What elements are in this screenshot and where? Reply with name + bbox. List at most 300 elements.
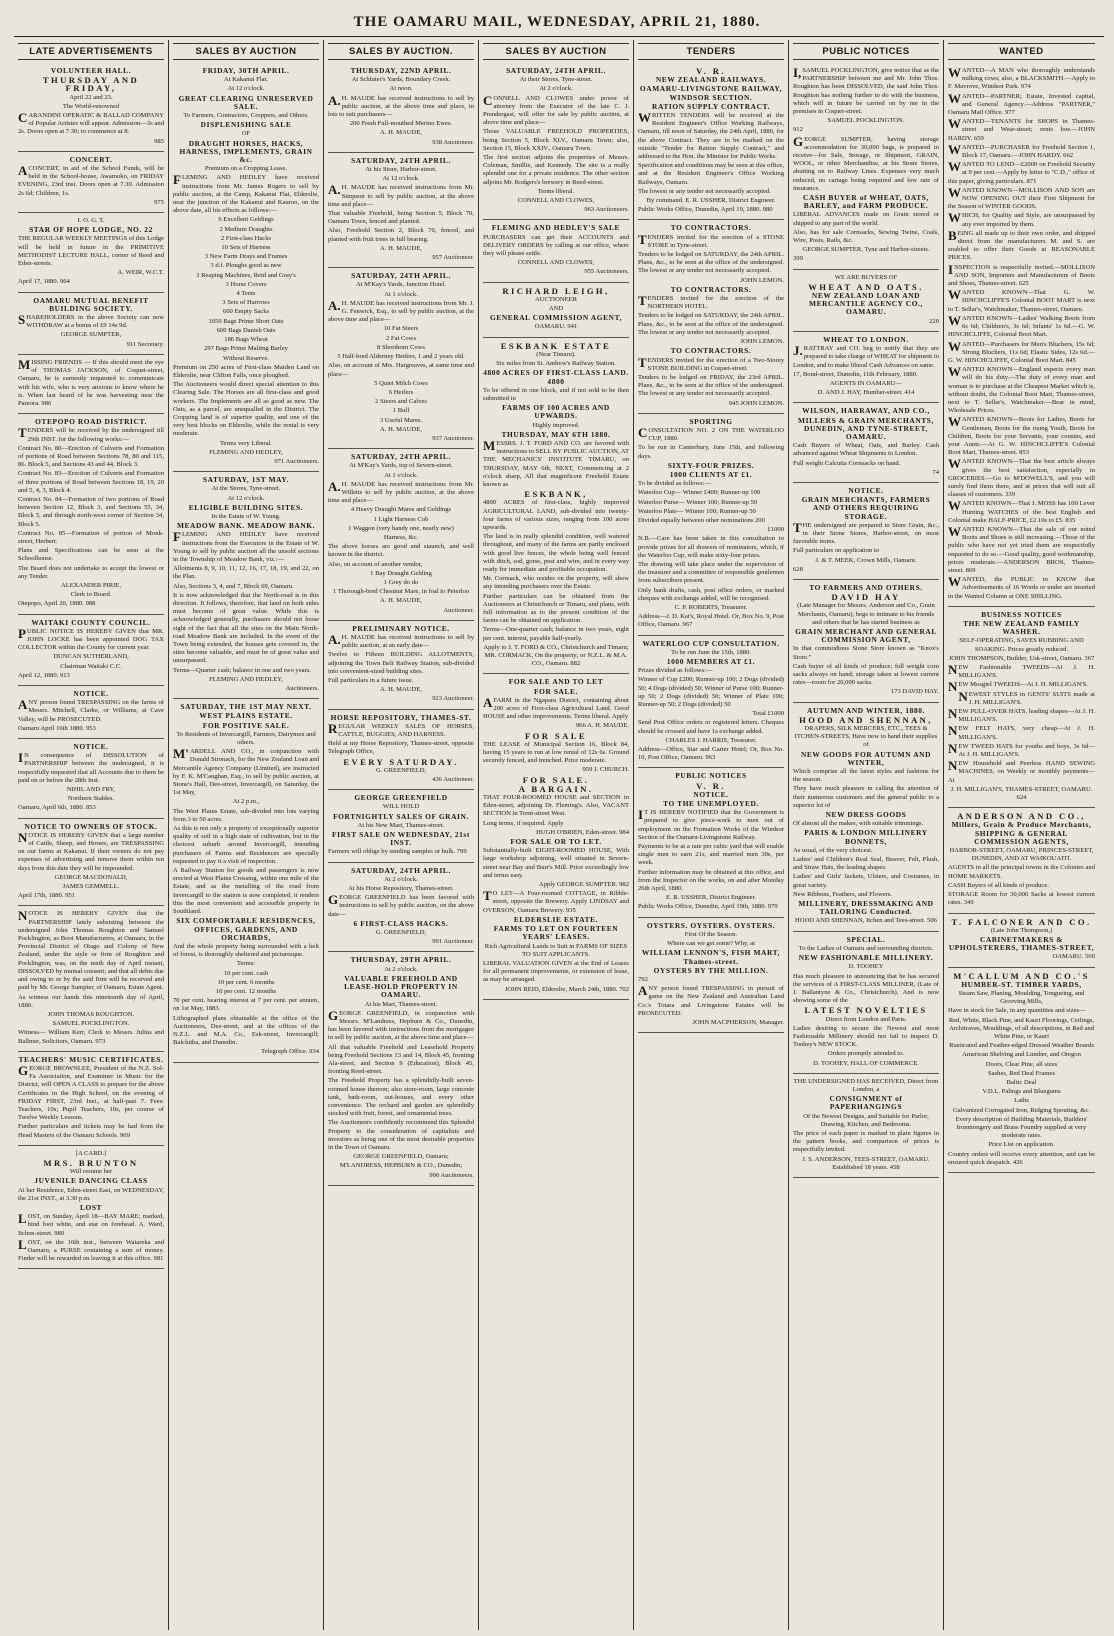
ad-line: Chairman Waitaki C.C. [60, 662, 122, 670]
ad-line: ELIGIBLE BUILDING SITES. [188, 502, 304, 512]
ad-line: 3 Sets of Harrows [222, 299, 270, 307]
ad-line: 923 Auctioneer. [432, 695, 474, 703]
ad-line: 3 New Farm Drays and Frames [204, 253, 288, 261]
ad-line: GEORGE GREENFIELD [354, 793, 448, 803]
ad-line: SATURDAY, 1ST MAY. [202, 475, 290, 485]
ad-line: TENDERS invited for the erection of a Two-Storey STONE BUILDING in Coquet-street. [638, 354, 784, 372]
advertisement [328, 790, 474, 862]
ad-line: PUBLIC NOTICE IS HEREBY GIVEN that MR. JOHN LOCKE has been appointed DOG TAX COLLECTOR within the County for current year. [18, 625, 164, 652]
ad-line: GEORGE SUMPTER, [60, 331, 122, 339]
ad-line: WANTED—PARTNER; Estate, Invested capital, and General Agency.—Address "PARTNER," Oamaru Mail Office. 977 [948, 90, 1095, 117]
ad-line: April 12, 1880. 913 [18, 671, 70, 679]
ad-line: V.D.L. Palings and Bluegums [982, 1088, 1061, 1096]
ad-line: At 12 o'clock. [227, 494, 265, 502]
ad-line: RATION SUPPLY CONTRACT. [652, 101, 770, 111]
ad-line: LATEST NOVELTIES [804, 1005, 928, 1016]
ad-line: FOR SALE OR TO LET. [510, 837, 602, 847]
ad-line: Terms—Quarter cash; balance in one and two years. [173, 666, 311, 674]
advertisement [18, 906, 164, 1051]
ad-line: 3 Useful Mares. [379, 416, 423, 424]
ad-line: 4800 ACRES OF FIRST-CLASS LAND. 4800 [483, 368, 629, 386]
ad-line: Divided equally between other nominations 200 [638, 516, 765, 524]
column-2 [169, 40, 324, 1630]
ad-line: 10 Fat Steers [383, 325, 419, 333]
ad-line: Oamaru, April 6th, 1880. 853 [18, 804, 96, 812]
ad-list [483, 63, 629, 1000]
ad-line: At 2 p.m., [232, 798, 260, 806]
ad-line: The Board does not undertake to accept the lowest or any Tender. [18, 564, 164, 580]
ad-line: Full particulars on application to [793, 547, 880, 555]
ad-line: FLEMING AND HEDLEY, [209, 675, 283, 683]
ad-line: WEST PLAINS ESTATE. [199, 711, 293, 721]
ad-line: THURSDAY, MAY 6TH 1880. [501, 429, 611, 439]
ad-line: WANTED—PURCHASER for Freehold Section 1, Block 17, Oamaru.—JOHN HARDY. 662 [948, 141, 1095, 160]
advertisement [948, 607, 1095, 808]
ad-line: LIBERAL VALUATION GIVEN at the End of Leases for all permanent improvements, or extension of lease, as may be arranged. [483, 959, 629, 984]
ad-line: WHEAT TO LONDON. [823, 334, 909, 344]
ad-line: Terms—One-quarter cash; balance in two years, eight per cent. interest, payable half-yearly. [483, 626, 629, 642]
ad-line: WANTED KNOWN—That J. MOSS has 100 Lever Hunting WATCHES of the best English and Colonial make HALF-PRICE, £2 10s to £5. 835 [948, 498, 1095, 524]
ad-line: 938 Auctioneer. [432, 138, 474, 146]
ad-line: SIX COMFORTABLE RESIDENCES, OFFICES, GARDENS, AND ORCHARDS, [176, 916, 316, 942]
ad-line: Six miles from St. Andrew's Railway Station. [496, 360, 616, 368]
ad-line: HUMBER-ST. TIMBER YARDS, [961, 979, 1082, 989]
ad-line: 10 per cent. 12 months [215, 987, 277, 995]
ad-line: At noon. [389, 85, 413, 93]
advertisement [793, 270, 939, 332]
advertisement [638, 768, 784, 917]
column-header: TENDERS [638, 43, 784, 60]
ad-line: Terms: [236, 960, 256, 968]
ad-line: THURSDAY, 29TH APRIL. [350, 955, 452, 965]
ad-line: ANY person found TRESPASSING in pursuit of game on the New Zealand and Australian Land Co.'s Totara and Livingstone Estates will be PROSECUTED. [638, 983, 784, 1017]
ad-line: 1050 Bags Prime Short Oats [208, 317, 284, 325]
ad-line: CASH Buyers of all kinds of produce. [948, 881, 1049, 889]
ad-line: Also, on account of Mrs. Hargreaves, at same time and place— [328, 362, 474, 378]
advertisement [328, 621, 474, 710]
ad-line: J. & T. MEEK, Crown Mills, Oamaru. [815, 556, 917, 564]
ad-line: SIXTY-FOUR PRIZES. [667, 460, 755, 470]
ad-line: (Late John Thompson,) [990, 926, 1053, 934]
advertisement [793, 703, 939, 932]
ad-line: At his New Mart, Thames-street. [357, 821, 445, 829]
ad-line: NEW Mosgiel TWEEDS—At J. H. MILLIGAN'S. [948, 679, 1088, 695]
ad-list [948, 63, 1095, 1173]
ad-line: Ladies' and Children's Real Seal, Beaver, Felt, Plush, and Straw Hats, the leading shapes. [793, 856, 939, 872]
ad-line: At Schluter's Yards, Boundary Creek. [351, 76, 451, 84]
ad-line: NOTICE IS HEREBY GIVEN that a large number of Cattle, Sheep, and Horses, are TRESPASSING on our farms at Kakanui. If their owners do not pay expenses of advertising and remove them within ten days from this date they will be impounded. [18, 829, 164, 872]
ad-line: HOOD AND SHENNAN, [799, 714, 933, 725]
ad-line: The first section adjoins the properties of Messrs. Coleman, Smillie, and Kennedy. The site is a really splendid one for a private residence. The other section adjoins Mr. Rodgers's brewery in Reed-street. [483, 154, 629, 186]
ad-line: SHAREHOLDERS in the above Society can now WITHDRAW at a bonus of £9 14s 9d. [18, 312, 164, 330]
ad-line: GEORGE MACDONALD, [54, 873, 128, 881]
ad-line: Which comprise all the latest styles and fashions for the season. [793, 768, 939, 784]
ad-line: FOR SALE [525, 730, 587, 741]
ad-line: IT IS HEREBY NOTIFIED that the Government is prepared to give piece-work to men out of employment on the Formation Works of the Windsor Section of the Oamaru-Livingstone Railway. [638, 807, 784, 841]
column-5 [634, 40, 789, 1630]
ad-line: WANTED—A MAN who thoroughly understands milking cows; also, a BLACKSMITH.—Apply to F. Mavrove, Windsor Park. 974 [948, 65, 1095, 91]
ad-line: Mr. Cormack, who resides on the property, will show any intending purchasers over the Estate. [483, 575, 629, 591]
ad-line: CARANDINI OPERATIC & BALLAD COMPANY of Popular Artistes will appear. Admission—3s and 2s. Doors open at 7.30; to commence at 8. [18, 110, 164, 136]
ad-line: 1 Grey do do [383, 578, 419, 586]
ad-line: Also, Sections 3, 4, and 7, Block 69, Oamaru. [173, 582, 294, 590]
advertisement [18, 414, 164, 614]
ad-line: At Kakanui Flat. [223, 76, 269, 84]
ad-line: Every description of Building Materials, Builders' Ironmongery and Brass Foundry supplied at very moderate rates. [955, 1115, 1088, 1140]
ad-line: LOST, on Sunday, April 18—BAY MARE; marked, hind foot white, and star on forehead. A. Ward, Itchen-street. 980 [18, 1211, 164, 1237]
column-header: SALES BY AUCTION [173, 43, 319, 60]
ad-line: NOTICE. [73, 742, 109, 752]
ad-line: Total £1000 [752, 710, 784, 718]
ad-line: 8 Shorthorn Cows [377, 343, 425, 351]
ad-line: TENDERS will be received by the undersigned till 29th INST. for the following works:— [18, 425, 164, 443]
ad-line: DRAUGHT HORSES, HACKS, HARNESS, IMPLEMENTS, GRAIN &c. [179, 138, 313, 165]
ad-line: A Railway Station for goods and passengers is now erected at West Plains Crossing, within one mile of the Estate, and as the metalling of the road from Invercargill to the station is now completed, it renders this the most convenient and accessible property in Southland. [173, 867, 319, 916]
ad-line: JOHN REID, Elderslie, March 24th, 1880. 702 [504, 985, 629, 993]
ad-line: 2 Fat Cows [385, 334, 417, 342]
ad-line: 991 Auctioneer. [432, 938, 474, 946]
ad-line: Terms very Liberal. [219, 439, 273, 447]
ad-line: SATURDAY, 24TH APRIL. [351, 155, 451, 165]
ad-line: At 12 o'clock. [382, 175, 420, 183]
ad-line: 70 per cent. bearing interest at 7 per cent. per annum, on 1st May, 1883. [173, 997, 319, 1013]
ad-line: Of the Newest Designs, and Suitable for Parlor, Drawing, Kitchen, and Bedrooms. [803, 1112, 929, 1128]
ad-line: At the Stores, Tyne-street. [211, 485, 281, 493]
ad-line: Winner of Cup £200; Runner-up 100; 2 Dogs (divided) 50; 4 Dogs (divided) 50; Winner of Purse 100; Runner-up 50; 2 Dogs (divided) 50; Winner of Plate 100; Runner-up 50; 2 Dogs (divided) 50 [638, 676, 784, 709]
ad-line: CONCERT. [69, 154, 113, 164]
ad-line: Have in stock for Sale, in any quantities and sizes— [948, 1007, 1086, 1015]
ad-line: HORSE REPOSITORY, THAMES-ST. [330, 712, 472, 722]
ad-line: TENDERS invited for the erection of a STONE STORE in Tyne-street. [638, 231, 784, 249]
ad-line: It is now acknowledged that the North-road is in this direction. It follows, therefore, that land on both sides must become of great value. While this is acknowledged generally, purchasers should not loose sight of the fact that all the sites on the Main North-road Meadow Bank are included. In the event of the Town being extended, the houses gets covered in, the sites become valuable, and must be of great value and unsurpassed. [173, 591, 319, 665]
ad-line: WE ARE BUYERS OF [834, 273, 898, 281]
column-6 [789, 40, 944, 1630]
ad-line: AFARM in the Ngapara District, containing about 200 acres of First-class Agricultural Land. Good HOUSE and other improvements. Terms liberal. Apply [483, 694, 629, 721]
advertisement [638, 63, 784, 220]
ad-line: STORAGE Room for 30,000 Sacks at lowest current rates. 349 [948, 891, 1095, 907]
ad-line: WHICH, for Quality and Style, are unsurpassed by any ever imported by them. [948, 210, 1095, 228]
ad-line: ESKBANK, [524, 489, 588, 500]
ad-line: To Farmers, Contractors, Croppers, and Others. [183, 112, 309, 120]
ad-line: CHARLES J. HARRIS, Treasurer. [665, 736, 757, 744]
ad-line: WANTED KNOWN—That the sale of our noted Boots and Shoes is still increasing.—Those of the public who have not yet tried them are respectfully requested to do so.—Good quality, good workmanship, prices moderate.—ANDERSON BROS, Thames-street. 869 [948, 523, 1095, 574]
ad-line: BUSINESS NOTICES [981, 609, 1062, 619]
ad-list [173, 63, 319, 1063]
ad-line: American Shelving and Lumber, and Oregon [962, 1051, 1081, 1059]
ad-line: At his Store, Harbor-street. [365, 166, 437, 174]
ad-line: 436 Auctioneer. [432, 776, 474, 784]
ad-line: GRAIN MERCHANTS, FARMERS AND OTHERS REQUIRING STORAGE. [801, 495, 931, 521]
ad-line: THE UNDERSIGNED HAS RECEIVED, Direct from London, a [793, 1077, 939, 1093]
advertisement [793, 332, 939, 403]
ad-line: As usual, of the very choicest. [793, 846, 873, 854]
ad-line: MILLINERY, DRESSMAKING AND TAILORING Conducted. [798, 899, 934, 917]
ad-line: Telegraph Office. 934 [261, 1048, 319, 1056]
ad-line: GENERAL COMMISSION AGENT, [489, 313, 623, 323]
ad-line: WHEAT AND OATS. [808, 281, 924, 292]
ad-line: A. H. MAUDE, [380, 129, 422, 137]
ad-line: 945 JOHN LEMON. [728, 399, 784, 407]
ad-line: 173 DAVID HAY. [890, 688, 939, 696]
ad-line: The Freehold Property has a splendidly-built seven-roomed house thereon; also store-room, large concrete tank, bath-room, out-houses, and every other convenience. The orchard and garden are splendidly stocked with fruit, forest, and ornamental trees. [328, 1077, 474, 1118]
ad-line: [A CARD.] [75, 1149, 107, 1157]
advertisement [328, 153, 474, 268]
ad-line: NEW ZEALAND LOAN AND MERCANTILE AGENCY CO., OAMARU. [809, 291, 923, 317]
ad-line: Waterloo Purse— Winner 100; Runner-up 50 [638, 498, 758, 506]
ad-line: TO FARMERS AND OTHERS. [809, 582, 923, 592]
advertisement [18, 293, 164, 355]
ad-line: CASH BUYER of WHEAT, OATS, BARLEY, and FARM PRODUCE. [803, 193, 929, 211]
ad-line: NEW TWEED HATS for youths and boys, 3s 6d—At J. H. MILLIGAN'S. [948, 740, 1095, 759]
ad-line: At their Stores, Tyne-street. [519, 76, 593, 84]
ad-line: 5 Quiet Milch Cows [374, 379, 428, 387]
ad-line: 600 Empty Sacks [222, 308, 270, 316]
ad-line: WRITTEN TENDERS will be received at the Resident Engineer's Office Working Railways, Oamaru, till noon of Saturday, the 24th April, 1880, for the above Contract. They are to be marked on the outside "Tender for Ration Supply Contract," and addressed to the Hon. the Minister for Public Works. [638, 110, 784, 161]
ad-line: WILL HOLD [382, 803, 420, 811]
ad-line: FOR SALE. [522, 774, 590, 785]
ad-line: At his Mart, Thames-street. [364, 1000, 438, 1008]
ad-line: VOLUNTEER HALL. [50, 66, 132, 75]
ad-line: OF [241, 130, 251, 138]
ad-line: 10 per cent. 6 months [217, 978, 275, 986]
ad-line: OAMARU-LIVINGSTONE RAILWAY, WINDSOR SECTION. [639, 84, 783, 102]
advertisement [18, 1052, 164, 1146]
ad-line: Laths [1014, 1097, 1029, 1105]
ad-line: HARBOR-STREET, OAMARU, PRINCES-STREET, DUNEDIN, AND AT WAIKOUAITI. [949, 847, 1094, 863]
ad-line: 3 Reaping Machines, Reid and Gray's [196, 271, 296, 279]
ad-line: At 1 o'clock. [384, 471, 418, 479]
ad-line: SPECIAL. [846, 934, 886, 944]
ad-line: By command. E. R. USSHER, District Engineer. [646, 197, 776, 205]
ad-line: Galvanized Corrugated Iron, Ridging Spouting, &c. [953, 1106, 1090, 1114]
ad-line: To be run in Canterbury, June 15th, and following days. [638, 444, 784, 460]
ad-line: CONSIGNMENT of PAPERHANGINGS [829, 1094, 903, 1112]
ad-line: Prizes divided as follows:— [638, 667, 713, 675]
ad-line: Further particulars and tickets may be had from the Head Masters of the Oamaru Schools. 969 [18, 1123, 164, 1139]
ad-line: FORTNIGHTLY SALES OF GRAIN. [333, 811, 469, 821]
advertisement [793, 932, 939, 1074]
advertisement [638, 636, 784, 769]
ad-line: 1 Bay Draught Gelding [370, 569, 432, 577]
advertisement [173, 699, 319, 1062]
ad-line: FLEMING AND HEDLEY, [209, 448, 283, 456]
ad-line: LIBERAL ADVANCES made on Grain stored or shipped to any part of the world. [793, 211, 939, 227]
ad-line: Rusticated and Feather-edged Dressed Weather Boards [949, 1042, 1094, 1050]
ad-line: (Late Manager for Messrs. Anderson and Co., Grain Merchants, Oamaru), begs to intimate to his friends and others that he has started business as [797, 602, 935, 626]
ad-line: Apply to J. T. FORD & CO., Christchurch and Timaru; MR. CORMACK, On the property; or N.Z.L. & M.A. CO., Oamaru. 882 [483, 643, 629, 668]
ad-line: TO CONTRACTORS. [670, 284, 752, 294]
ad-line: WILSON, HARRAWAY, AND CO., [802, 406, 930, 416]
ad-line: GEORGE SUMPTER, having storage accommodation for 30,000 bags, is prepared to receive—for Sale, Storage, or Shipment, GRAIN, WOOL, or other Merchandise, at his Stone Stores, abutting on to Railway Lines. Expenses very much reduced, no cartage being required and low rate of insurance. [793, 133, 939, 192]
ad-line: THURSDAY AND FRIDAY, [42, 75, 140, 94]
ad-line: DUNCAN SUTHERLAND, [53, 653, 129, 661]
ad-line: Further information may be obtained at this office, and from the Inspector on the works, on and after Monday 26th April, 1880. [638, 868, 784, 893]
ad-line: NEW FELT HATS, very cheap—At J. H. MILLIGAN'S. [948, 723, 1095, 741]
ad-line: FLEMING AND HEDLEY have received instructions from Mr. James Rogers to sell by public auction, at the Camp, Kakanui Flat, Elderslie, near the junction of the Kakanui and Kauroo, on the above date, all his effects as follows:— [173, 172, 319, 215]
ad-line: Has much pleasure in announcing that he has secured the services of A FIRST-CLASS MILLINER, (Late of J. Ballantyne & Co., Christchurch), And is now showing some of the [793, 972, 939, 1005]
advertisement [483, 674, 629, 999]
ad-line: A.H. MAUDE has received instructions from Mr. Simpson to sell by public auction, at the above time and place— [328, 182, 474, 208]
ad-line: 792 [638, 975, 648, 983]
ad-line: Premium on a Cropping Lease. [204, 165, 288, 173]
advertisement [483, 220, 629, 282]
ad-line: V. R. [696, 780, 726, 791]
ad-line: 220 [929, 317, 939, 325]
ad-list [793, 63, 939, 1178]
ad-line: V. R. [696, 66, 726, 76]
ad-line: N.B.—Care has been taken in this consultation to provide prizes for all drawers of nominators, which, if the Waterloo Cup, will make sixty-four prizes. [638, 535, 784, 559]
ad-line: Auctioneer. [443, 606, 474, 614]
ad-line: ANDERSON AND CO., [957, 811, 1086, 822]
ad-line: Premium on 250 acres of First-class Maiden Land on Elderslie, near Clifton Falls, once ploughed. [173, 363, 319, 379]
ad-line: 937 Auctioneer. [432, 434, 474, 442]
ad-line: J. S. ANDERSON, TEES-STREET, OAMARU. Established 18 years. 458 [802, 1155, 930, 1171]
ad-line: GREAT CLEARING UNRESERVED SALE. [178, 93, 314, 111]
ad-line: They have much pleasure in calling the attention of their numerous customers and the general public to a superior lot of [793, 785, 939, 809]
ad-line: Baltic Deal [1006, 1078, 1037, 1086]
ad-line: J. H. MILLIGAN'S, THAMES-STREET, OAMARU. 624 [950, 785, 1093, 802]
ad-line: TENDERS invited for the erection of the NORTHERN HOTEL. [638, 293, 784, 311]
ad-line: WANTED, the PUBLIC to KNOW that Advertisements of 16 Words or under are inserted in the Wanted Column at ONE SHILLING. [948, 574, 1095, 600]
ad-line: NOTICE. [693, 789, 729, 799]
ad-line: A. H. MAUDE, [380, 244, 422, 252]
ad-line: D. TOOHEY [848, 963, 884, 971]
ad-line: April 17th, 1880. 951 [18, 892, 75, 900]
ad-line: RICHARD LEIGH, [502, 285, 610, 296]
ad-line: NOTICE. [73, 689, 109, 698]
ad-line: NEWEST STYLES in GENTS' SUITS made at J. H. MILLIGAN'S. [958, 688, 1095, 706]
ad-line: WANTED KNOWN—Boots for Ladies, Boots for Gentlemen, Boots for the rising Youth, Boots for Children, Boots for your Servants, your cousins, and your Aunts.—At G. W. HINCHCLIFFE'S Colonial Boot Mart, Thames-street. 853 [948, 414, 1095, 457]
ad-line: Cash Buyers of Wheat, Oats, and Barley. Cash advanced against Wheat Shipments to London. [793, 442, 939, 458]
ad-line: Orders promptly attended to. [827, 1050, 905, 1058]
ad-line: A.H. MAUDE has received instructions to sell by public auction, at the above time and place, in lots to suit purchasers— [328, 92, 474, 119]
ad-line: The above horses are good and staunch, and well known in the district. [328, 543, 474, 559]
ad-line: LOST, on the 16th inst., between Waiareka and Oamaru, a PURSE containing a sum of money. Finder will be rewarded on leaving it at this office. 981 [18, 1236, 164, 1263]
ad-line: (Near Timaru). [536, 350, 576, 358]
ad-line: TO CONTRACTORS. [670, 223, 752, 233]
ad-line: Tenders to be lodged on FRIDAY, the 23rd APRIL. Plans, &c., to be seen at the office of the undersigned. The lowest or any tender not necessarily accepted. [638, 373, 784, 398]
column-3 [324, 40, 479, 1630]
ad-line: GEORGE BROWNLEE, President of the N.Z. Sol-Fa Association, and Examiner in Music for the District, will OPEN A CLASS to prepare for the above Certificates in the High School, on the evening of FRIDAY FIRST, 23rd Inst., at half-past 7. Fees: Teachers, 10s; Pupil Teachers, 10s, per course of Twelve Weekly Lessons. [18, 1062, 164, 1122]
ad-line: 17, Bond-street, Dunedin, 11th February, 1880. [793, 370, 918, 378]
ad-line: Apply GEORGE SUMPTER. 982 [538, 881, 629, 889]
ad-line: At 2 o'clock. [384, 965, 418, 973]
ad-line: TO THE UNEMPLOYED. [663, 799, 759, 809]
column-header: PUBLIC NOTICES [793, 43, 939, 60]
ad-line: WANTED KNOWN—That G. W. HINCHCLIFFE'S Colonial BOOT MART is next to T. Sellar's, Watchmaker, Thames-street, Oamaru. [948, 287, 1095, 313]
ad-line: 912 [793, 126, 803, 134]
ad-line: 975 [154, 198, 164, 206]
ad-line: G. GREENFIELD, [375, 929, 427, 937]
ad-line: Price List on application. [988, 1141, 1055, 1149]
ad-line: FRIDAY, 30TH APRIL. [202, 66, 290, 75]
ad-line: GEORGE SUMPTER, Tyne and Harbor-streets. [802, 246, 930, 254]
ad-line: Millers, Grain & Produce Merchants, SHIPPING & GENERAL COMMISSION AGENTS, [951, 820, 1092, 846]
ad-line: TO LET—A Four-roomed COTTAGE, in Ribble-street, opposite the Brewery. Apply LINDSAY and OVERSON, Oamaru Brewery. 935 [483, 888, 629, 914]
column-header: WANTED [948, 43, 1095, 60]
ad-line: Of almost all the makes, with suitable trimmings. [793, 820, 924, 828]
ad-line: At his Horse Repository, Thames-street. [348, 885, 454, 893]
ad-line: NIHIL AND FRY, [66, 786, 116, 794]
ad-line: Country orders will receive every attention, and can be ensured quick despatch. 426 [948, 1150, 1095, 1166]
ad-line: Full weight Calcutta Cornsacks on hand. [793, 459, 901, 467]
ad-line: Contract No. 83—Erection of Culverts and Formation of three portions of Road between Sections 18, 19, 20 and 5, 4, 3, Block 4. [18, 470, 164, 494]
ad-line: Oamaru April 16th 1880. 953 [18, 724, 96, 732]
ad-line: NOTICE TO OWNERS OF STOCK. [24, 821, 158, 831]
ad-line: VALUABLE FREEHOLD AND LEASE-HOLD PROPERTY IN OAMARU. [344, 973, 458, 1000]
ad-line: D. AND J. HAY, Humber-street. 414 [817, 389, 915, 397]
ad-line: HUGH O'BRIEN, Eden-street. 984 [536, 828, 629, 836]
ad-line: MILLERS & GRAIN MERCHANTS, DUNEDIN, AND TYNE-STREET, OAMARU. [798, 415, 934, 441]
ad-line: FOR SALE. [533, 686, 578, 696]
ad-line: 74 [932, 468, 939, 476]
ad-line: 911 Secretary. [126, 340, 164, 348]
ad-line: New Ribbons, Feathers, and Flowers. [793, 890, 893, 898]
ad-line: Payments to be at a rate per cubic yard that will enable single men to earn 21s, and married men 30s, per week. [638, 843, 784, 867]
ad-line: M'LANDRESS, HEPBURN & CO., Dunedin; [339, 1162, 463, 1170]
ad-line: Northern Stables. [67, 795, 115, 803]
advertisement [483, 63, 629, 220]
advertisement [18, 819, 164, 907]
ad-line: OYSTERS BY THE MILLION. [653, 965, 769, 975]
ad-line: The drawing will take place under the supervision of the treasurer and a committee of responsible gentlemen from subscribers present. [638, 560, 784, 585]
ad-line: AND [548, 305, 564, 313]
ad-line: The price of each paper is marked in plain figures in the pattern books, and comparison of prices is respectfully invited. [793, 1129, 939, 1154]
advertisement [18, 739, 164, 819]
column-4 [479, 40, 634, 1630]
ad-line: 1 Waggon (very handy one, nearly new) [348, 524, 454, 532]
masthead-title: THE OAMARU MAIL, WEDNESDAY, APRIL 21, 1880. [353, 14, 761, 30]
ad-line: 4 Tents [236, 290, 256, 298]
advertisement [948, 808, 1095, 913]
ad-line: FOR SALE AND TO LET [508, 677, 604, 687]
advertisement [793, 580, 939, 703]
ad-line: 297 Bags Prime Malting Barley [204, 345, 288, 353]
ad-line: A.H. MAUDE has received instructions from Mr. J. G. Fenwick, Esq., to sell by public auction, at the above time and place— [328, 297, 474, 324]
ad-line: AGENTS in all the principal towns in the Colonies and HOME MARKETS. [948, 864, 1095, 880]
ad-line: 200 Fresh Full-mouthed Merino Ewes. [349, 120, 453, 128]
ad-line: NEW Fashionable TWEEDS—At J. H. MILLIGAN'S. [948, 662, 1095, 680]
ad-line: Twelve to Fifteen BUILDING ALLOTMENTS, adjoining the Town Belt Railway Station, sub-divided into convenient-sized building sites. [328, 651, 474, 675]
ad-line: To be offered in one block, and if not sold to be then submitted in [483, 386, 629, 402]
advertisement [18, 213, 164, 293]
ad-line: Ladies' and Girls' Jackets, Ulsters, and Costumes, in great variety. [793, 873, 939, 889]
ad-line: Farmers will oblige by sending samples or bulk. 799 [328, 848, 467, 856]
advertisement [638, 414, 784, 636]
ad-line: WANTED KNOWN—England expects every man will do his duty.—The duty of every man and woman is to purchase at the Cheapest Market which is, without doubt, the Colonial Boot Mart, Thames-street, next to T. Sellar's, Watchmaker.—Bear in mind, Wholesale Prices. [948, 364, 1095, 415]
ad-line: JOHN LEMON. [740, 338, 784, 346]
advertisement [173, 63, 319, 472]
ad-line: OAMARU. 560 [1052, 953, 1095, 961]
advertisement [18, 63, 164, 152]
ad-line: PARIS & LONDON MILLINERY BONNETS, [804, 828, 928, 846]
ad-line: Held at my Horse Repository, Thames-street, opposite Telegraph Office, [328, 740, 474, 756]
ad-line: Also, has for sale Cornsacks, Sewing Twine, Coals, Wire, Posts, Rails, &c. [793, 228, 939, 245]
ad-line: JAMES GEMMELL. [62, 883, 120, 891]
advertisement [793, 1074, 939, 1178]
ad-line: To Residents of Invercargill, Farmers, Dairymen and others. [176, 730, 316, 747]
ad-line: THURSDAY, 22ND APRIL. [350, 66, 452, 75]
ad-line: NEW ZEALAND RAILWAYS. [655, 75, 767, 85]
advertisement [328, 63, 474, 153]
ad-line: To be run June the 15th, 1880. [670, 648, 752, 656]
ad-line: At 2 o'clock. [539, 85, 573, 93]
ad-line: OTEPOPO ROAD DISTRICT. [35, 417, 147, 427]
ad-line: At M'Kay's Yards, Junction Hotel. [355, 281, 447, 289]
ad-line: 1000 CLIENTS AT £1. [669, 469, 753, 479]
ad-line: C. P. ROBERTS, Treasurer. [674, 603, 748, 611]
advertisement [328, 863, 474, 953]
